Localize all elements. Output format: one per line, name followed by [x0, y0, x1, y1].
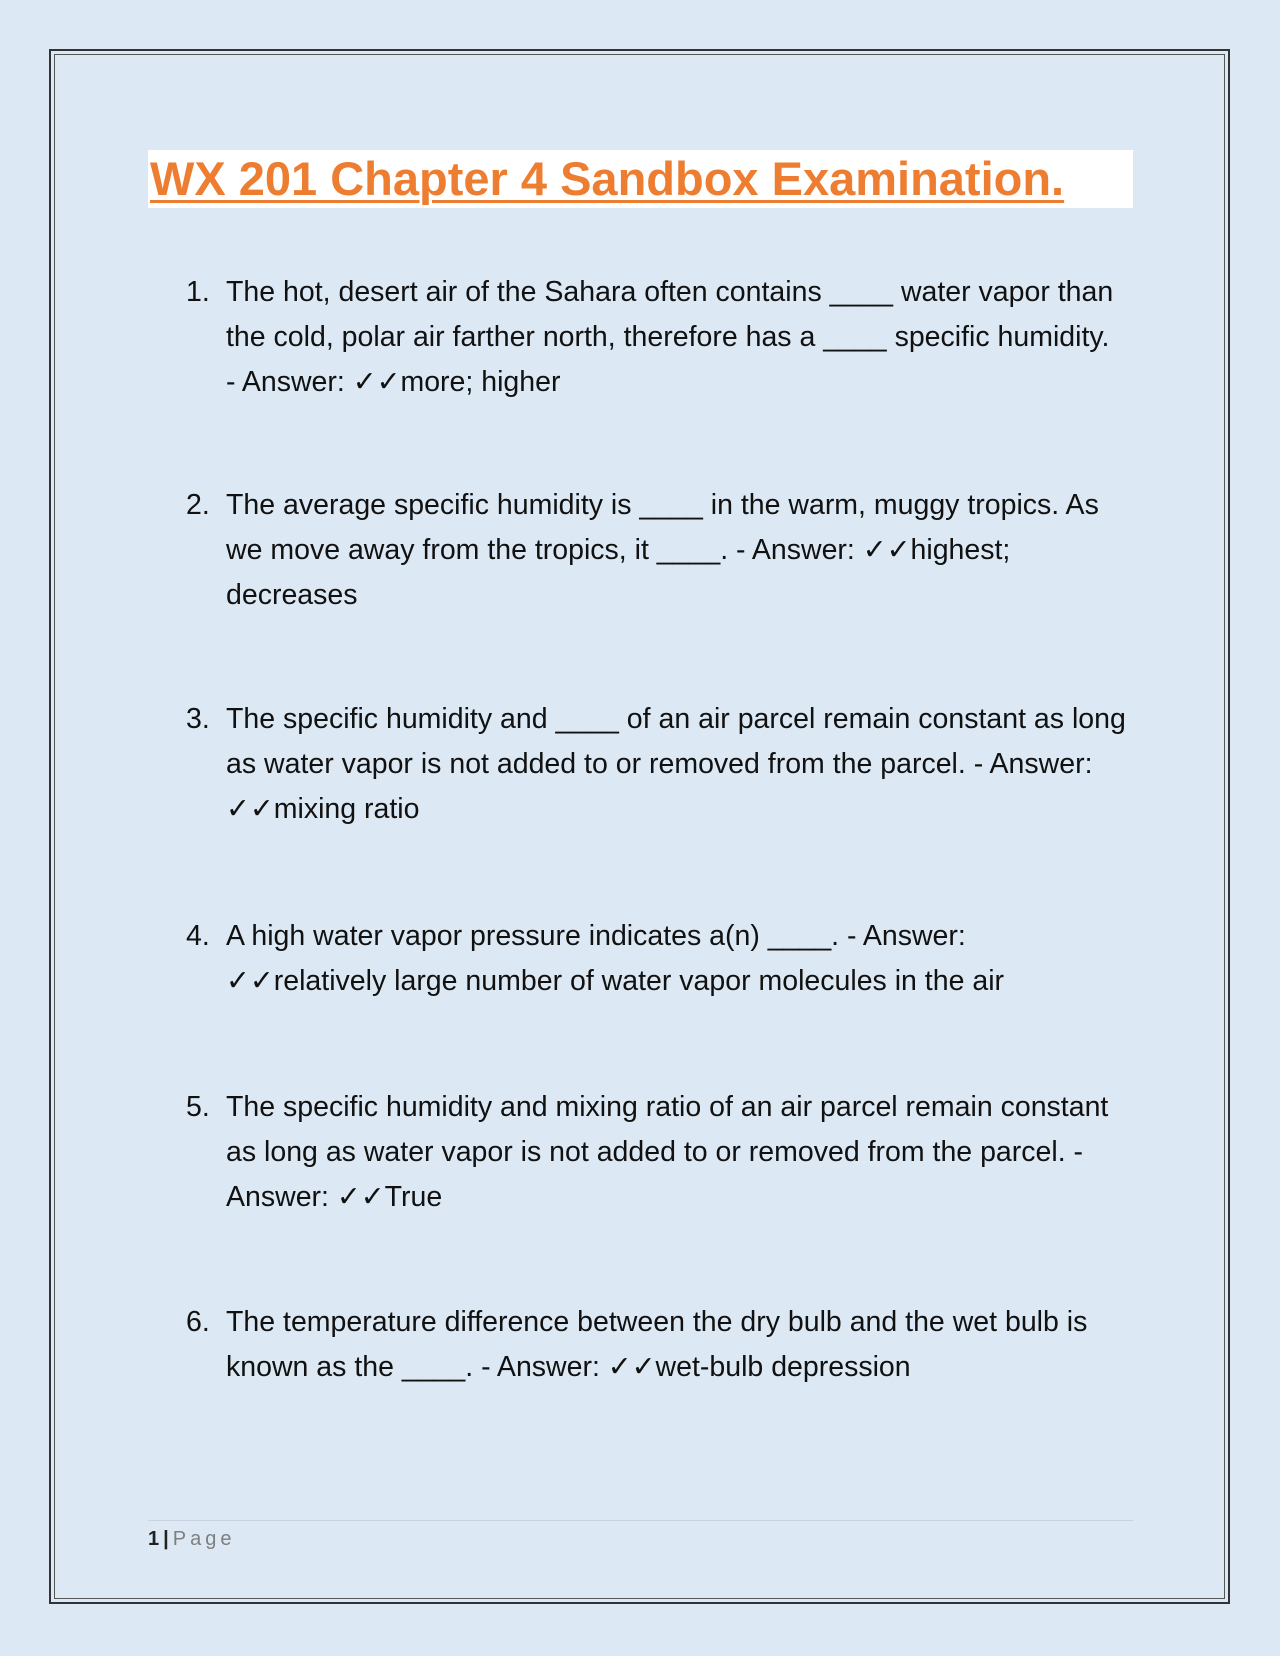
- footer-separator: |: [163, 1528, 169, 1550]
- page-number: 1: [148, 1528, 160, 1550]
- page-title: WX 201 Chapter 4 Sandbox Examination.: [148, 150, 1133, 208]
- question-item: [180, 914, 1130, 1004]
- question-item: [180, 270, 1130, 405]
- page-label: Page: [172, 1528, 236, 1550]
- question-number: 5.: [186, 1091, 210, 1123]
- question-number: 4.: [186, 920, 210, 952]
- question-number: 6.: [186, 1306, 210, 1338]
- question-number: 1.: [186, 276, 210, 308]
- question-text: The hot, desert air of the Sahara often contains ____ water vapor than the cold, polar air farther north, therefore has a ____ specific humidity. - Answer: ✓✓more; higher: [226, 276, 1114, 398]
- question-text: A high water vapor pressure indicates a(n) ____. - Answer: ✓✓relatively large number of water vapor molecules in the air: [226, 920, 1005, 997]
- question-item: [180, 1300, 1130, 1390]
- question-number: 3.: [186, 703, 210, 735]
- page-footer: [148, 1526, 235, 1552]
- question-number: 2.: [186, 489, 210, 521]
- question-item: [180, 483, 1130, 618]
- question-item: [180, 697, 1130, 832]
- question-text: The average specific humidity is ____ in the warm, muggy tropics. As we move away from the tropics, it ____. - Answer: ✓✓highest; decreases: [226, 489, 1099, 611]
- footer-divider: [148, 1520, 1133, 1521]
- question-text: The specific humidity and ____ of an air parcel remain constant as long as water vapor is not added to or removed from the parcel. - Answer: ✓✓mixing ratio: [226, 703, 1126, 825]
- question-item: [180, 1085, 1130, 1220]
- question-text: The specific humidity and mixing ratio of an air parcel remain constant as long as water vapor is not added to or removed from the parcel. - Answer: ✓✓True: [226, 1091, 1109, 1213]
- question-text: The temperature difference between the dry bulb and the wet bulb is known as the ____. - Answer: ✓✓wet-bulb depression: [226, 1306, 1088, 1383]
